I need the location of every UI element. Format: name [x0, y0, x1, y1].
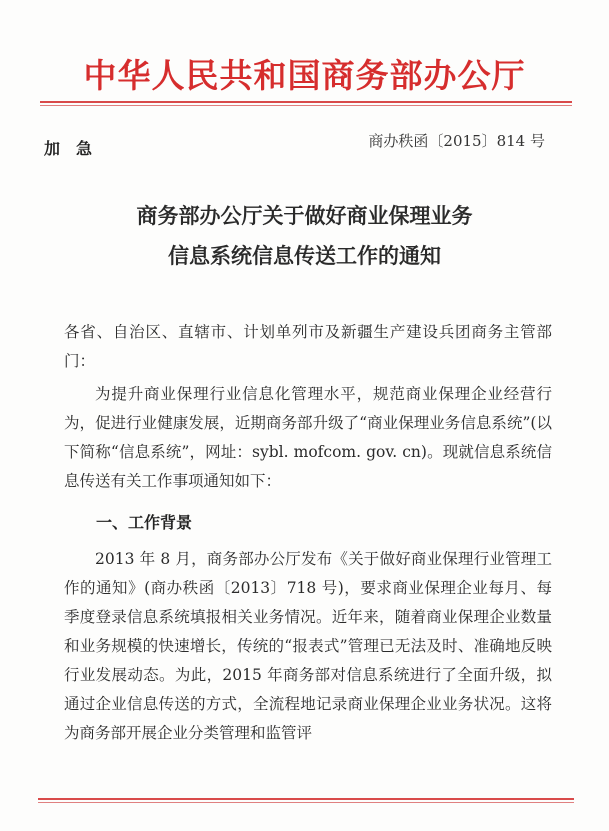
paragraph-intro: 为提升商业保理行业信息化管理水平，规范商业保理企业经营行为，促进行业健康发展，近期商务部升级了“商业保理业务信息系统”(以下简称“信息系统”，网址：sybl. mofcom. gov. cn)。现就信息系统信息传送有关工作事项通知如下：	[64, 385, 552, 490]
org-letterhead: 中华人民共和国商务部办公厅	[83, 56, 526, 95]
paragraph-background: 2013 年 8 月，商务部办公厅发布《关于做好商业保理行业管理工作的通知》(商办秩函〔2013〕718 号)，要求商业保理企业每月、每季度登录信息系统填报相关业务情况。近年来，随着商业保理企业数量和业务规模的快速增长，传统的“报表式”管理已无法及时、准确地反映行业发展动态。为此，2015 年商务部对信息系统进行了全面升级，拟通过企业信息传送的方式，全流程地记录商业保理企业业务状况。这将为商务部开展企业分类管理和监管评	[64, 550, 552, 742]
letterhead-rule	[40, 101, 572, 103]
addressee: 各省、自治区、直辖市、计划单列市及新疆生产建设兵团商务主管部门：	[64, 323, 552, 370]
document-title-line2: 信息系统信息传送工作的通知	[168, 244, 441, 268]
document-number: 商办秩函〔2015〕814 号	[368, 132, 545, 150]
section-heading-background: 一、工作背景	[96, 513, 193, 532]
letterhead-rule-thin	[40, 105, 572, 106]
urgency-label: 加急	[44, 139, 109, 158]
document-title-line1: 商务部办公厅关于做好商业保理业务	[136, 204, 473, 228]
footer-rule	[38, 798, 574, 800]
footer-rule-thin	[38, 802, 574, 803]
